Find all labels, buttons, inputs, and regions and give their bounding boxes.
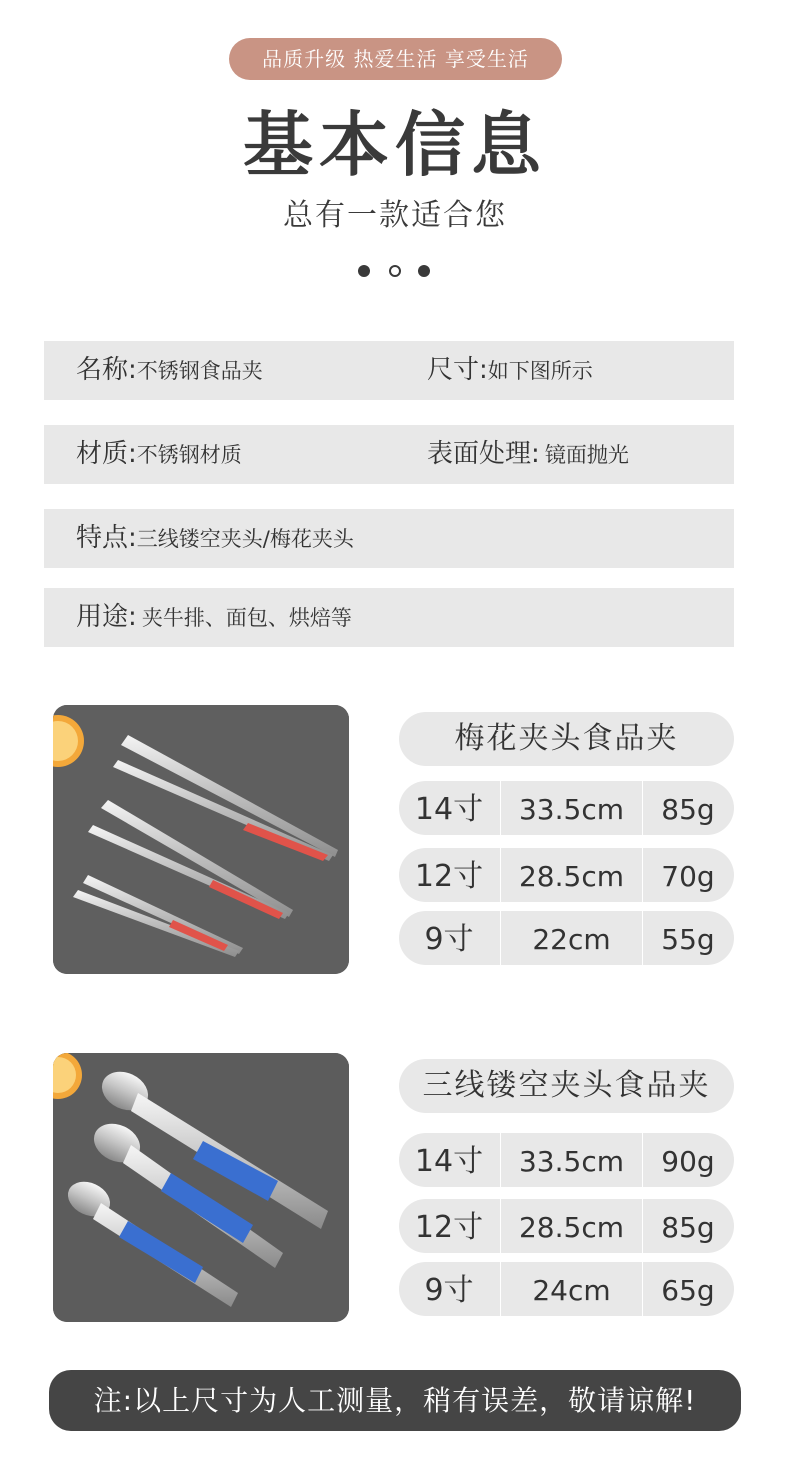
dot-filled-icon [418,265,430,277]
spec-size: 9寸 [424,922,474,957]
spec-length: 28.5cm [500,1199,643,1253]
spec-size: 12寸 [414,1210,484,1245]
info-row-name-size [44,341,734,400]
spec-size: 9寸 [424,1273,474,1308]
info-size-value: 如下图所示 [487,359,593,383]
info-feature-key: 特点: [76,523,137,553]
spec-length: 33.5cm [500,1133,643,1187]
disclaimer-note: 注:以上尺寸为人工测量，稍有误差，敬请谅解! [49,1370,741,1431]
spec-length: 33.5cm [500,781,643,835]
info-material-key: 材质: [76,439,137,469]
spec-size: 14寸 [414,1144,484,1179]
info-feature [76,509,354,568]
spec-weight: 85g [661,793,715,826]
info-feature-value: 三线镂空夹头/梅花夹头 [136,527,354,551]
info-row-feature [44,509,734,568]
spec-row [399,1262,734,1316]
info-name [76,341,263,400]
info-material [76,425,242,484]
spec-weight: 70g [661,860,715,893]
spec-length: 28.5cm [500,848,643,902]
spec-row [399,781,734,835]
spec-row [399,848,734,902]
tagline-pill: 品质升级 热爱生活 享受生活 [229,38,562,80]
info-usage-value: 夹牛排、面包、烘焙等 [141,606,352,630]
spec-weight: 90g [661,1145,715,1178]
spec-row [399,1199,734,1253]
info-row-material-surface [44,425,734,484]
page-subtitle: 总有一款适合您 [283,198,507,233]
spec-weight: 65g [661,1274,715,1307]
info-usage [76,588,352,647]
info-size [427,341,593,400]
info-surface [427,425,629,484]
spec-length: 22cm [500,911,643,965]
spec-weight: 85g [661,1211,715,1244]
spec-size: 14寸 [414,792,484,827]
spec-length: 24cm [500,1262,643,1316]
info-surface-value: 镜面抛光 [544,443,629,467]
page-title: 基本信息 [243,104,547,186]
info-surface-key: 表面处理: [427,439,540,469]
spec-title-flower: 梅花夹头食品夹 [399,712,734,766]
dot-hollow-icon [389,265,401,277]
dot-filled-icon [358,265,370,277]
info-material-value: 不锈钢材质 [136,443,242,467]
spec-row [399,911,734,965]
spec-row [399,1133,734,1187]
info-name-key: 名称: [76,355,137,385]
spec-size: 12寸 [414,859,484,894]
info-usage-key: 用途: [76,602,137,632]
pagination-dots [356,263,436,281]
spec-title-slotted: 三线镂空夹头食品夹 [399,1059,734,1113]
info-row-usage [44,588,734,647]
spec-weight: 55g [661,923,715,956]
info-size-key: 尺寸: [427,355,488,385]
product-photo-flower-tongs [53,705,349,974]
product-photo-slotted-tongs [53,1053,349,1322]
info-name-value: 不锈钢食品夹 [136,359,263,383]
